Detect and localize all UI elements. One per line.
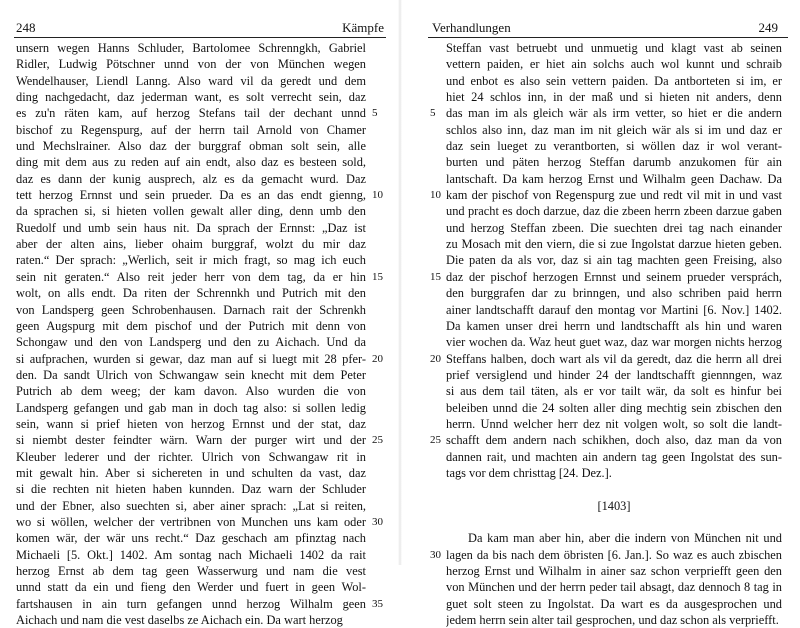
text-line: si die rechten nit hieten haben kunnden. Daz warn der Schluder — [16, 482, 366, 497]
text-line: burten und päten herzog Steffan darumb anzukomen für ain — [446, 155, 782, 170]
right-page — [400, 0, 800, 628]
text-line: vettern paiden, er hiet ain solchs auch wol kunnt und schraib — [446, 57, 782, 72]
text-line: beleiben unnd die 24 solten aller ding mechtig sein zbischen den — [446, 400, 782, 415]
text-line: sein, wann si prief hieten von herzog Ernnst und der stat, daz — [16, 416, 366, 431]
text-line: fartshausen in ain turn gefangen unnd herzog Wilhalm geen — [16, 596, 366, 611]
left-page-number: 248 — [16, 20, 36, 35]
text-line: Da kam man aber hin, aber die indern von München nit und — [468, 531, 782, 546]
line-number: 20 — [430, 352, 441, 365]
text-line: und der Ebner, also suechten si, aber ainer sprach: „Lat si reiten, — [16, 498, 366, 513]
text-line: Da kamen unser drei herrn und landtschafft als hin und waren — [446, 318, 782, 333]
text-line: dannen rait, und machten ain andern tag geen Ingolstat des sun- — [446, 449, 782, 464]
text-line: geen Augspurg mit dem pischof und der Putrich mit denn von — [16, 318, 366, 333]
text-line: vier wochen da. Waz heut guet waz, daz war morgen nichts herzog — [446, 335, 782, 350]
left-running-head: Kämpfe — [342, 20, 384, 35]
text-line: Steffan vast betruebt und unmuetig und klagt vast ab seinen — [446, 41, 782, 55]
line-number: 25 — [372, 434, 383, 447]
text-line: Ruedolf und umb sein haus nit. Da sprach der Ernnst: „Daz ist — [16, 220, 366, 235]
text-line: wo si wöllen, welcher der vertribnen von Munchen uns kam oder — [16, 514, 366, 529]
left-text-block — [16, 40, 366, 628]
text-line: hiet 24 schlos inn, in der maß und si hieten nit anders, denn — [446, 90, 782, 105]
text-line: tett herzog Ernnst und sein prueder. Da es an das endt gienng, — [16, 188, 366, 203]
line-number: 15 — [372, 270, 383, 283]
text-line: es zu'n räten kam, auf herzog Stefans tail der dechant unnd — [16, 106, 366, 121]
text-line: schlos also inn, daz man im nit gleich wär als si im und daz er — [446, 122, 782, 137]
right-page-number: 249 — [758, 20, 778, 35]
text-line — [446, 514, 782, 530]
text-line: Putrich ab dem weeg; der kam davon. Also wurden die von — [16, 384, 366, 399]
text-line: den burggrafen dar zu brinngen, und also schriben paid herrn — [446, 286, 782, 301]
text-line: Steffans halben, doch wart als vil da geredt, daz die herrn all drei — [446, 351, 782, 366]
text-line: von Landsperg geen Schrobenhausen. Darnach rait der Schrenkh — [16, 302, 366, 317]
text-line: daz es dann der kunig ausprech, alz es da gemacht wurd. Daz — [16, 171, 366, 186]
text-line: Landsperg gefangen und gab man in doch tag also: si sollen ledig — [16, 400, 366, 415]
year-heading: [1403] — [597, 498, 631, 513]
text-line: und herzog Steffan zbeen. Die suechten drei tag nach einander — [446, 220, 782, 235]
line-number: 35 — [372, 597, 383, 610]
text-line: und Mechslrainer. Also daz der burggraf obman solt sein, alle — [16, 139, 366, 154]
line-number: 5 — [430, 107, 436, 120]
text-line: herrn. Unnd welcher herr dez nit volgen wolt, so solt die landt- — [446, 416, 782, 431]
text-line: komen wär, der wär uns recht.“ Daz geschach am pfinztag nach — [16, 531, 366, 546]
line-number: 10 — [372, 189, 383, 202]
line-number: 15 — [430, 270, 441, 283]
text-line: Aichach und nam die vest daselbs ze Aichach ein. Da wart herzog — [16, 613, 343, 628]
text-line: unnd statt da ein und fieng den Werder und fuert in geen Wol- — [16, 580, 366, 595]
text-line: wolt, on alls endt. Da riten der Schrennkh und Putrich mit den — [16, 286, 366, 301]
text-line: tags vor dem christtag [24. Dez.]. — [446, 465, 612, 480]
text-line: ding mit dem aus zu reden auf ain endt, also daz es besteen sold, — [16, 155, 366, 170]
text-line: jedem herrn sein alter tail gesprochen, und daz schon als verpriefft. — [446, 613, 779, 628]
text-line: und enbot es also sein vettern paiden. Da antborteten si im, er — [446, 73, 782, 88]
text-line: lagen da bis nach dem öbristen [6. Jan.]. So waz es auch zbischen — [446, 547, 782, 562]
text-line: ding nachgedacht, daz jederman want, es solt verrecht sein, daz — [16, 90, 366, 105]
text-line: das man im als gleich wär als irm vetter, so hiet er die andern — [446, 106, 782, 121]
text-line: zu Mosach mit den viern, die si zue Ingolstat darzue hieten geben. — [446, 237, 782, 252]
text-line: si aufprachen, wurden si gewar, daz man auf si luegt mit 28 pfer- — [16, 351, 366, 366]
text-line: daz sein lueget zu verantborten, si wöllen daz ir wol verant- — [446, 139, 782, 154]
right-header-rule — [428, 37, 788, 38]
text-line: herzog Ernst und Wilhalm in ainer saz schon verpriefft geen den — [446, 564, 782, 578]
text-line: daz der pischof herzogen Ernnst und seinem prueder versprách, — [446, 269, 782, 284]
text-line: mit gewalt hin. Aber si sichereten in und schulten da vast, daz — [16, 465, 366, 480]
text-line: von München und der herrn peder tail absagt, daz dennoch 8 tag in — [446, 580, 782, 595]
text-line: Schongaw und den von Landsperg und den zu Aichach. Und da — [16, 335, 366, 350]
text-line — [446, 481, 782, 497]
text-line: sein nit geraten.“ Also reit jeder herr von dem tag, da er hin — [16, 269, 366, 284]
text-line: schafft dem andern nach schikhen, doch also, daz man da von — [446, 433, 782, 448]
text-line: si aus dem tail täten, als er vor tailt wär, da solt es hinfur bei — [446, 384, 782, 399]
text-line: da sprachen si, si hieten vollen gewalt aller ding, denn umb den — [16, 204, 366, 219]
text-line: prief versiglend und hinder 24 der landtschafft giennngen, waz — [446, 367, 782, 382]
text-line: bischof zu Regenspurg, auf der herrn tail Arnold von Chamer — [16, 122, 366, 137]
text-line: ainer landtschafft darauf den montag vor Martini [6. Nov.] 1402. — [446, 302, 782, 317]
left-header-rule — [14, 37, 386, 38]
text-line: guet solt steen zu Ingolstat. Da wart es da ausgesprochen und — [446, 596, 782, 611]
text-line: herzog Ernst ab dem tag geen Wasserwurg und nam die vest — [16, 564, 366, 578]
text-line: Kleuber lederer und der richter. Ulrich von Schwangaw rit in — [16, 449, 366, 464]
line-number: 5 — [372, 107, 378, 120]
text-line: kam der pischof von Regenspurg zue und redt vil mit in und vast — [446, 188, 782, 203]
line-number: 25 — [430, 434, 441, 447]
right-running-head: Verhandlungen — [432, 20, 511, 35]
text-line: und pracht es doch darzue, daz die zbeen herrn zbeen darzue gaben — [446, 204, 782, 219]
text-line: lantschaft. Da kam herzog Ernst und Wilhalm geen Dachaw. Da — [446, 171, 782, 186]
line-number: 20 — [372, 352, 383, 365]
line-number: 10 — [430, 189, 441, 202]
text-line: Die paten da als vor, daz si ain tag machten geen Freising, also — [446, 253, 782, 268]
text-line: unsern wegen Hanns Schluder, Bartolomee Schrenngkh, Gabriel — [16, 41, 366, 55]
text-line: Wendelhauser, Liendl Lanng. Also ward vil da geredt und dem — [16, 73, 366, 88]
line-number: 30 — [372, 516, 383, 529]
line-number: 30 — [430, 548, 441, 561]
text-line: raten.“ Der sprach: „Werlich, seit ir mich fragt, so mag ich euch — [16, 253, 366, 268]
text-line: den. Da sandt Ulrich von Schwangaw sein knecht mit dem Peter — [16, 367, 366, 382]
text-line: si niembt dester feindter wärn. Warn der purger wirt und der — [16, 433, 366, 448]
text-line: aber der alten ains, lieber ohaim burggraf, wolzt du mir daz — [16, 237, 366, 252]
text-line: Ridler, Ludwig Pötschner unnd von der von München wegen — [16, 57, 366, 72]
text-line: Michaeli [5. Okt.] 1402. Am sontag nach Michaeli 1402 da rait — [16, 547, 366, 562]
right-text-block — [446, 40, 782, 628]
